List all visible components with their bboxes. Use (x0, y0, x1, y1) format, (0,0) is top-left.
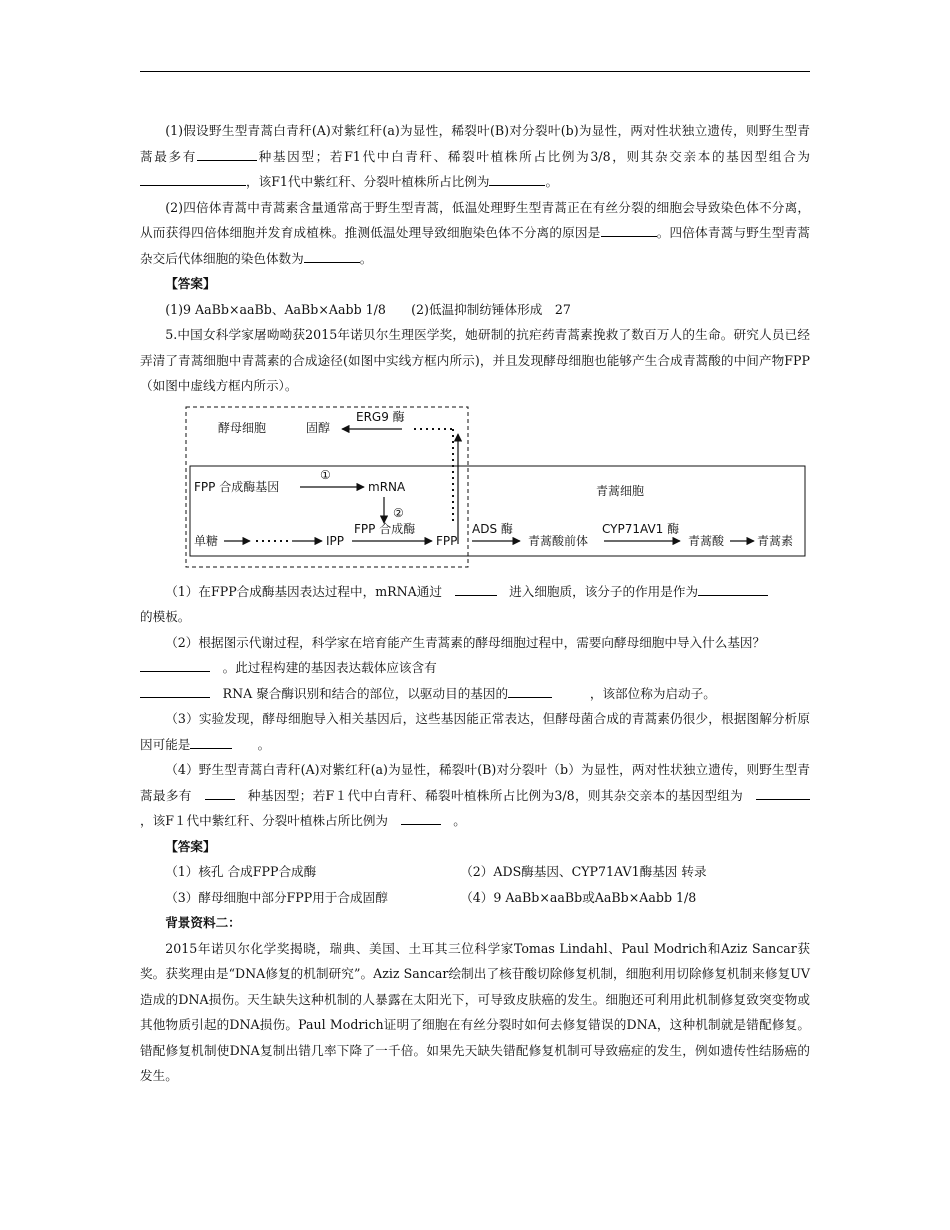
label-yeast-cell: 酵母细胞 (218, 420, 267, 435)
label-fpp-gene: FPP 合成酶基因 (194, 479, 280, 494)
label-sugar: 单糖 (194, 533, 219, 548)
label-artemisia-cell: 青蒿细胞 (596, 483, 645, 498)
blank[interactable] (489, 171, 545, 186)
blank[interactable] (401, 810, 441, 825)
answer-label: 【答案】 (165, 276, 216, 291)
q5-question2-line3: RNA 聚合酶识别和结合的部位，以驱动目的基因的 ，该部位称为启动子。 (140, 681, 810, 707)
q5-stem: 5.中国女科学家屠呦呦获2015年诺贝尔生理医学奖，她研制的抗疟药青蒿素挽救了数百万人的生命。研究人员已经弄清了青蒿细胞中青蒿素的合成途径(如图中实线方框内所示)，并且发现酵母细胞也能够产生合成青蒿酸的中间产物FPP（如图中虚线方框内所示）。 (140, 327, 810, 393)
label-sterol: 固醇 (306, 420, 331, 435)
blank[interactable] (698, 581, 768, 596)
q5-question1: （1）在FPP合成酶基因表达过程中，mRNA通过 进入细胞质，该分子的作用是作为 (140, 579, 810, 605)
label-precursor: 青蒿酸前体 (528, 533, 589, 548)
blank[interactable] (455, 581, 497, 596)
blank[interactable] (197, 146, 257, 161)
label-fpp-enzyme: FPP 合成酶 (354, 521, 416, 536)
q5-answer-row2: （3）酵母细胞中部分FPP用于合成固醇 （4）9 AaBb×aaBb或AaBb×Aabb 1/8 (165, 889, 697, 905)
q5-question2-line2: 。此过程构建的基因表达载体应该含有 (140, 655, 810, 681)
label-fpp: FPP (436, 533, 458, 548)
q4-part2: (2)四倍体青蒿中青蒿素含量通常高于野生型青蒿，低温处理野生型青蒿正在有丝分裂的细胞会导致染色体不分离，从而获得四倍体细胞并发育成植株。推测低温处理导致细胞染色体不分离的原因是 。四倍体青蒿与野生型青蒿杂交后代体细胞的染色体数为 。 (140, 199, 811, 266)
blank[interactable] (205, 785, 235, 800)
background-title: 背景资料二： (165, 915, 241, 930)
q5-question3: （3）实验发现，酵母细胞导入相关基因后，这些基因能正常表达，但酵母菌合成的青蒿素仍很少，根据图解分析原因可能是 。 (140, 711, 810, 752)
q5-question2: （2）根据图示代谢过程，科学家在培育能产生青蒿素的酵母细胞过程中，需要向酵母细胞中导入什么基因？ (165, 634, 766, 650)
pathway-svg (140, 399, 810, 579)
blank[interactable] (601, 222, 657, 237)
background-text: 2015年诺贝尔化学奖揭晓，瑞典、美国、土耳其三位科学家Tomas Lindahl、Paul Modrich和Aziz Sancar获奖。获奖理由是“DNA修复的机制研究”。Aziz Sancar绘制出了核苷酸切除修复机制，细胞利用切除修复机制来修复UV造成的DNA损伤。天生缺失这种机制的人暴露在太阳光下，可导致皮肤癌的发生。细胞还可利用此机制修复致突变物或其他物质引起的DNA损伤。Paul Modrich证明了细胞在有丝分裂时如何去修复错误的DNA，这种机制就是错配修复。错配修复机制使DNA复制出错几率下降了一千倍。如果先天缺失错配修复机制可导致癌症的发生，例如遗传性结肠癌的发生。 (140, 940, 810, 1083)
header-rule (140, 71, 810, 72)
label-erg9: ERG9 酶 (356, 409, 405, 424)
answer-label-2: 【答案】 (165, 838, 216, 854)
q4-answer: (1)9 AaBb×aaBb、AaBb×Aabb 1/8 (2)低温抑制纺锤体形成 27 (165, 301, 571, 317)
q4-part1: (1)假设野生型青蒿白青秆(A)对紫红秆(a)为显性，稀裂叶(B)对分裂叶(b)为显性，两对性状独立遗传，则野生型青蒿最多有 种基因型；若F1代中白青秆、稀裂叶植株所占比例为3/8，则其杂交亲本的基因型组合为，该F1代中紫红秆、分裂叶植株所占比例为 。 (140, 123, 810, 189)
blank[interactable] (508, 683, 552, 698)
label-ipp: IPP (326, 533, 345, 548)
blank[interactable] (140, 657, 210, 672)
label-artemisinin: 青蒿素 (757, 533, 794, 548)
blank[interactable] (756, 785, 810, 800)
synthesis-pathway-diagram (140, 399, 810, 579)
blank[interactable] (140, 683, 210, 698)
q5-answer-row1: （1）核孔 合成FPP合成酶 （2）ADS酶基因、CYP71AV1酶基因 转录 (165, 864, 707, 879)
blank[interactable] (190, 734, 232, 749)
label-ads: ADS 酶 (472, 521, 513, 536)
q5-question1-tail: 的模板。 (140, 609, 191, 624)
label-acid: 青蒿酸 (688, 533, 725, 548)
blank[interactable] (304, 248, 360, 263)
document-body (140, 118, 810, 1089)
blank[interactable] (140, 171, 246, 186)
label-cyp: CYP71AV1 酶 (602, 521, 680, 536)
label-step1: ① (320, 467, 331, 482)
q5-question4: （4）野生型青蒿白青秆(A)对紫红秆(a)为显性，稀裂叶(B)对分裂叶（b）为显性，两对性状独立遗传，则野生型青蒿最多有 种基因型；若F１代中白青秆、稀裂叶植株所占比例为3/8，则其杂交亲本的基因型组为 ，该F１代中紫红秆、分裂叶植株占所比例为 。 (140, 762, 810, 828)
label-step2: ② (393, 505, 404, 520)
label-mrna: mRNA (368, 479, 406, 494)
